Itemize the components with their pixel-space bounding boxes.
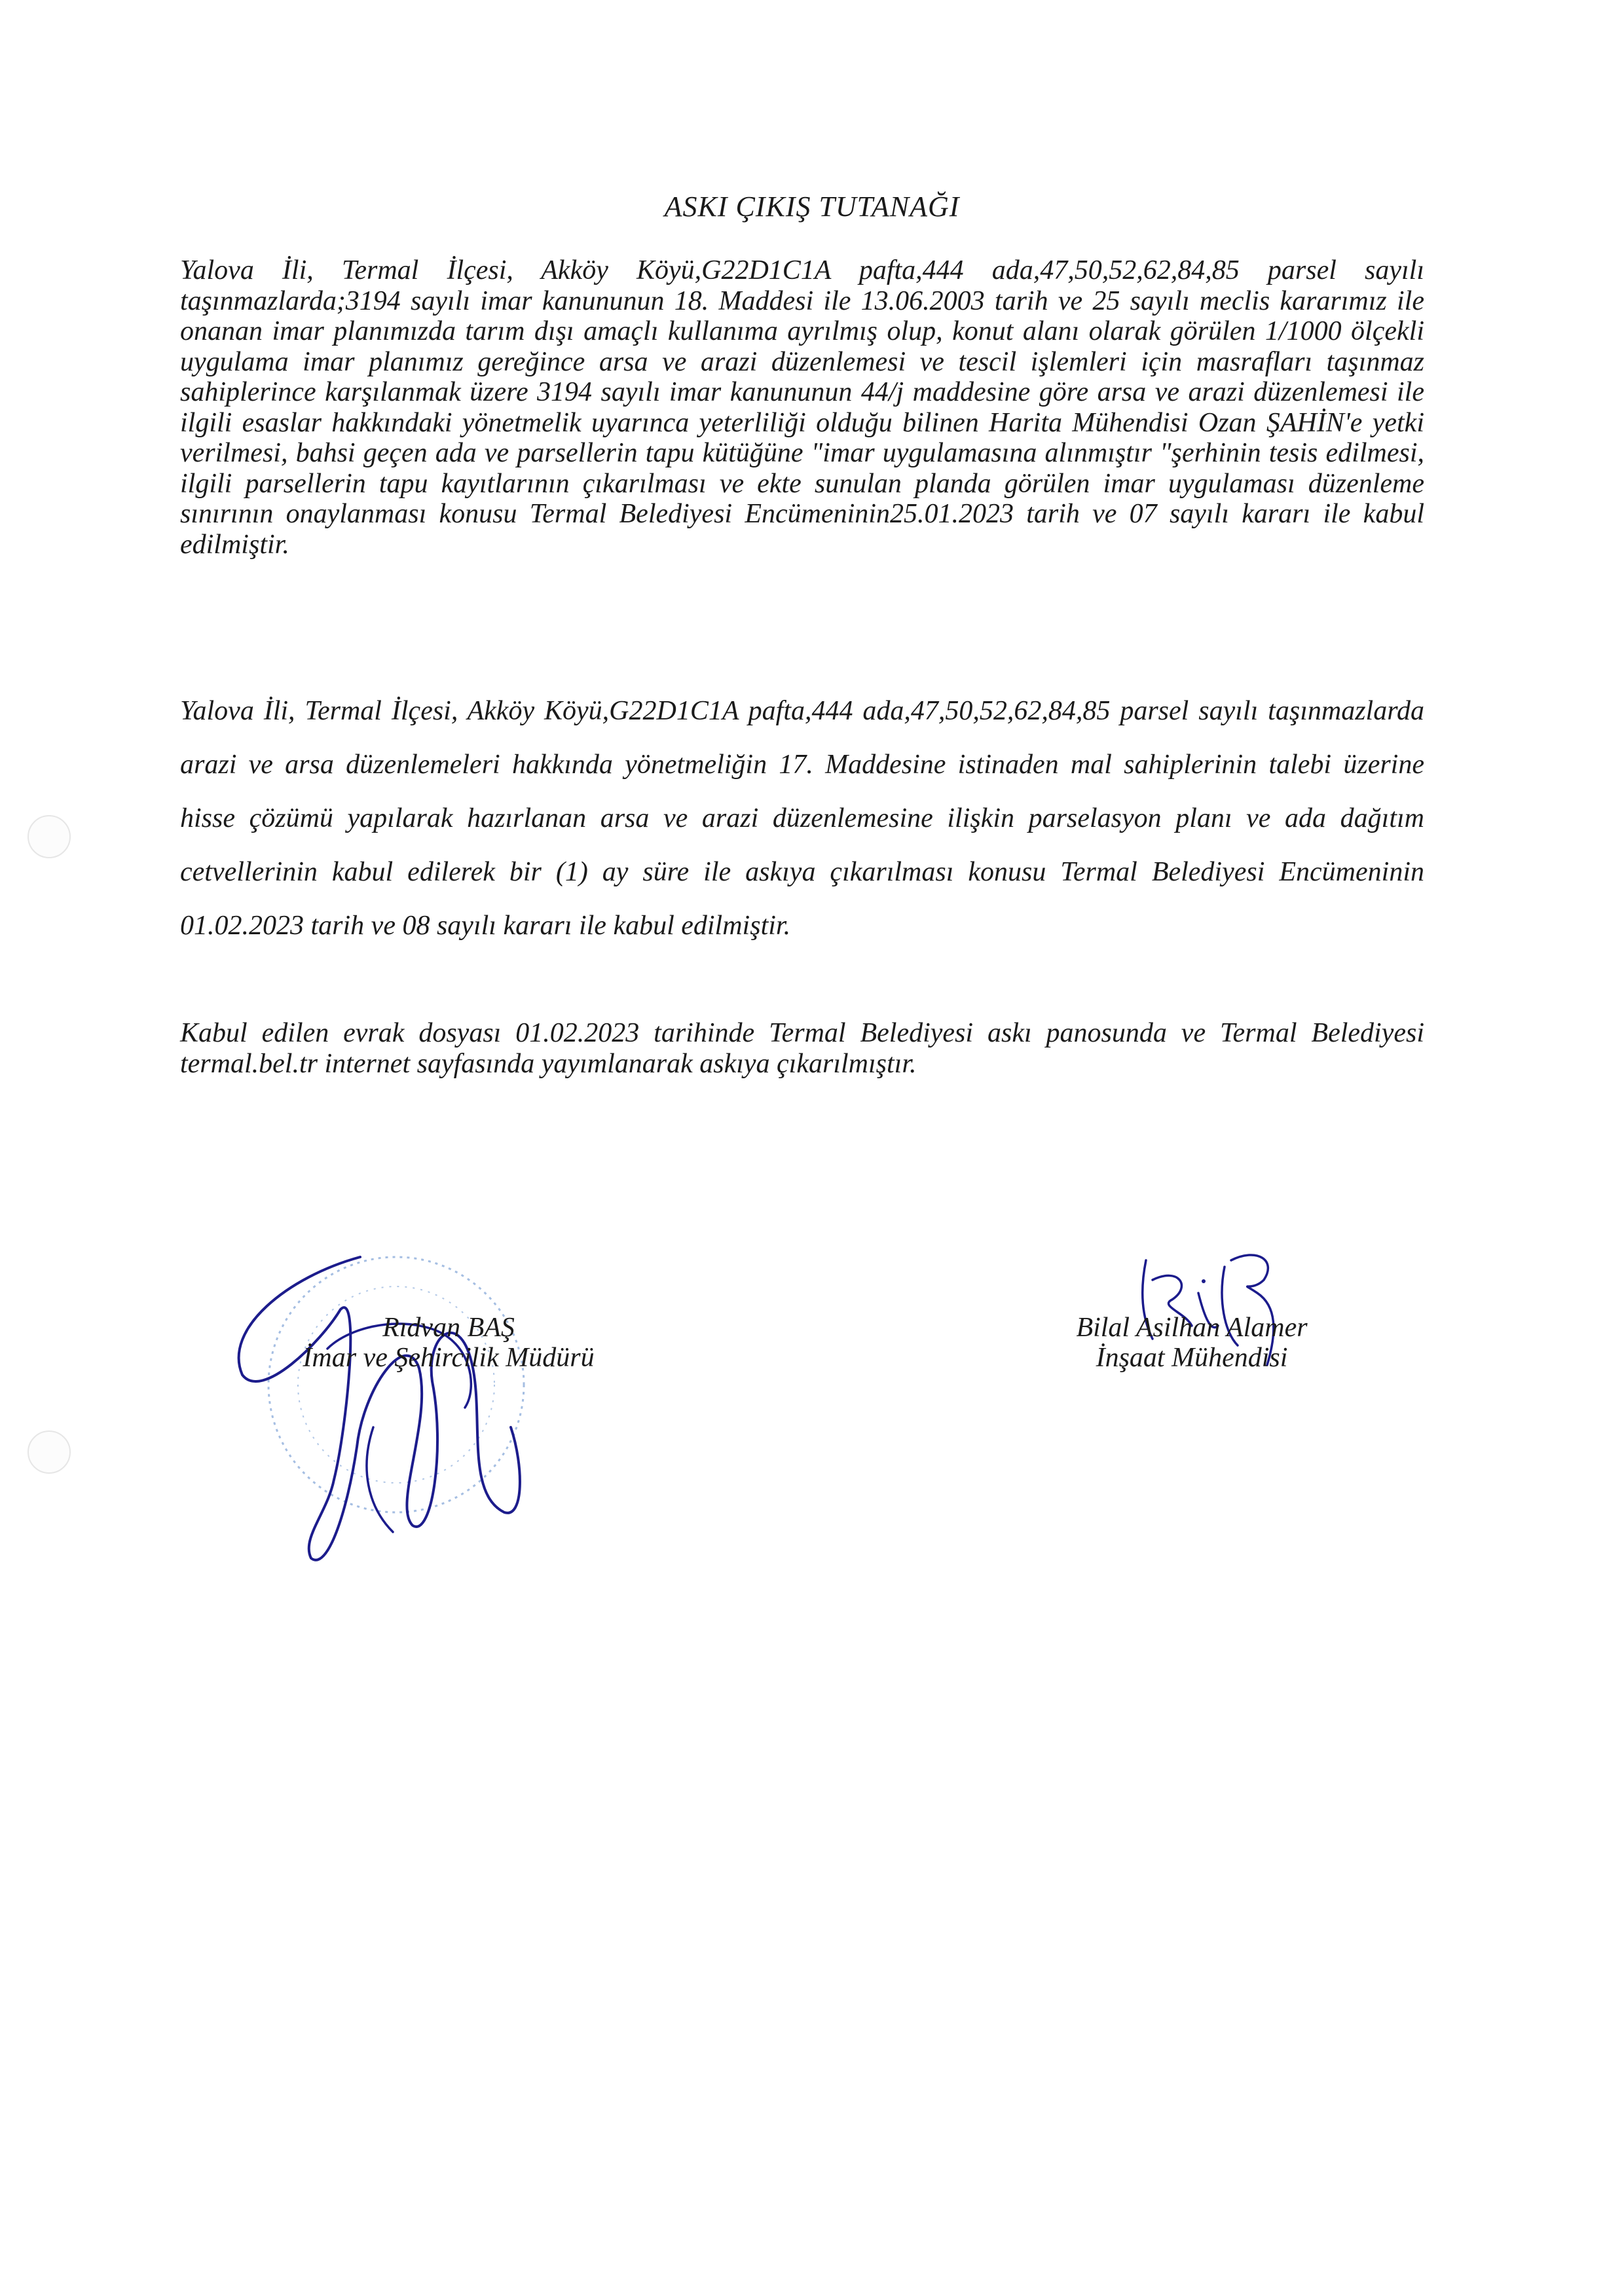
paragraph-decision-1: Yalova İli, Termal İlçesi, Akköy Köyü,G22D1C1A pafta,444 ada,47,50,52,62,84,85 parsel sayılı taşınmazlarda;3194 sayılı imar kanununun 18. Maddesi ile 13.06.2003 tarih ve 25 sayılı meclis kararımız ile onanan imar planımızda tarım dışı amaçlı kullanıma ayrılmış olup, konut alanı olarak görülen 1/1000 ölçekli uygulama imar planımız gereğince arsa ve arazi düzenlemesi ve tescil işlemleri için masrafları taşınmaz sahiplerince karşılanmak üzere 3194 sayılı imar kanununun 44/j maddesine göre arsa ve arazi düzenlemesi ile ilgili esaslar hakkındaki yönetmelik uyarınca yeterliliği olduğu bilinen Harita Mühendisi Ozan ŞAHİN'e yetki verilmesi, bahsi geçen ada ve parsellerin tapu kütüğüne "imar uygulamasına alınmıştır "şerhinin tesis edilmesi, ilgili parsellerin tapu kayıtlarının çıkarılması ve ekte sunulan planda görülen imar uygulaması düzenleme sınırının onaylanması konusu Termal Belediyesi Encümeninin25.01.2023 tarih ve 07 sayılı kararı ile kabul edilmiştir. — [180, 255, 1424, 560]
punch-hole-mark — [28, 1430, 71, 1474]
signatory-name-right: Bilal Asilhan Alamer — [1076, 1313, 1308, 1343]
official-stamp-and-signature-left — [196, 1231, 616, 1597]
punch-hole-mark — [28, 815, 71, 858]
signatory-position-left: İmar ve Şehircilik Müdürü — [303, 1343, 595, 1373]
signatory-name-left: Rıdvan BAŞ — [382, 1313, 515, 1343]
document-title: ASKI ÇIKIŞ TUTANAĞI — [664, 191, 960, 223]
paragraph-decision-2: Yalova İli, Termal İlçesi, Akköy Köyü,G22D1C1A pafta,444 ada,47,50,52,62,84,85 parsel sayılı taşınmazlarda arazi ve arsa düzenlemeleri hakkında yönetmeliğin 17. Maddesine istinaden mal sahiplerinin talebi üzerine hisse çözümü yapılarak hazırlanan arsa ve arazi düzenlemesine ilişkin parselasyon planı ve ada dağıtım cetvellerinin kabul edilerek bir (1) ay süre ile askıya çıkarılması konusu Termal Belediyesi Encümeninin 01.02.2023 tarih ve 08 sayılı kararı ile kabul edilmiştir. — [180, 696, 1424, 941]
signature-block-right — [1022, 1313, 1362, 1373]
signatory-position-right: İnşaat Mühendisi — [1096, 1343, 1288, 1373]
paragraph-publication: Kabul edilen evrak dosyası 01.02.2023 tarihinde Termal Belediyesi askı panosunda ve Termal Belediyesi termal.bel.tr internet sayfasında yayımlanarak askıya çıkarılmıştır. — [180, 1018, 1424, 1079]
signature-block-left — [242, 1313, 655, 1373]
